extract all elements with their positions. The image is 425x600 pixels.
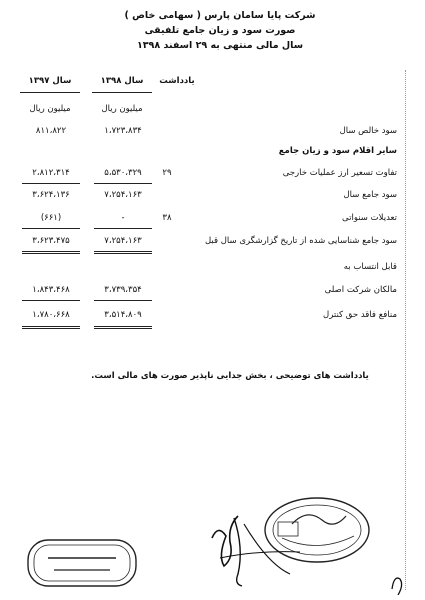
statement-title: صورت سود و زیان جامع تلفیقی (144, 25, 296, 36)
row-value-1397: ۳،۶۲۴،۱۳۶ (32, 190, 70, 200)
row-label-non-controlling: منافع فاقد حق کنترل (323, 310, 397, 320)
row-value-1397: ۱،۸۴۳،۴۶۸ (32, 285, 70, 295)
total-double-rule (22, 251, 80, 254)
total-double-rule (22, 326, 80, 329)
margin-initial (388, 565, 408, 595)
company-title: شرکت پایا سامان پارس ( سهامی خاص ) (124, 10, 316, 21)
column-header-1397: سال ۱۳۹۷ (28, 76, 72, 86)
subtotal-rule (22, 300, 80, 301)
row-value-1397: ۸۱۱،۸۲۲ (35, 126, 67, 136)
header-underline (20, 92, 80, 93)
subtotal-rule (22, 183, 80, 184)
row-value-1398: - (121, 213, 125, 223)
section-heading: سایر اقلام سود و زیان جامع (278, 146, 397, 156)
signature (200, 498, 310, 588)
row-label-attributable: قابل انتساب به (343, 262, 397, 272)
row-value-1397: (۶۶۱) (40, 213, 62, 223)
subtotal-rule (94, 300, 152, 301)
total-double-rule (94, 326, 152, 329)
column-header-note: یادداشت (159, 76, 195, 86)
period-title: سال مالی منتهی به ۲۹ اسفند ۱۳۹۸ (136, 40, 304, 51)
row-label-adjustments: تعدیلات سنواتی (342, 213, 397, 223)
row-value-1398: ۱،۷۲۳،۸۳۴ (104, 126, 142, 136)
subtotal-rule (94, 183, 152, 184)
column-header-1398: سال ۱۳۹۸ (100, 76, 144, 86)
unit-label-1398: میلیون ریال (101, 104, 143, 114)
subtotal-rule (94, 228, 152, 229)
auditor-stamp (24, 536, 142, 592)
row-value-1398: ۳،۷۳۹،۳۵۴ (104, 285, 142, 295)
row-label-total-comprehensive: سود جامع شناسایی شده از تاریخ گزارشگری سال قبل (204, 236, 397, 246)
row-value-1398: ۷،۲۵۴،۱۶۳ (104, 236, 142, 246)
row-value-1398: ۵،۵۳۰،۳۲۹ (104, 168, 142, 178)
row-value-1397: ۲،۸۱۲،۳۱۴ (32, 168, 70, 178)
row-value-1397: ۳،۶۲۳،۴۷۵ (32, 236, 70, 246)
row-label-net-profit: سود خالص سال (339, 126, 397, 136)
header-underline (92, 92, 152, 93)
row-note: ۳۸ (162, 213, 172, 223)
total-double-rule (94, 251, 152, 254)
row-value-1398: ۳،۵۱۴،۸۰۹ (104, 310, 142, 320)
unit-label-1397: میلیون ریال (29, 104, 71, 114)
row-label-fx: تفاوت تسعیر ارز عملیات خارجی (282, 168, 397, 178)
row-value-1398: ۷،۲۵۴،۱۶۳ (104, 190, 142, 200)
notes-statement: یادداشت های توضیحی ، بخش جدایی ناپذیر صورت های مالی است. (91, 371, 369, 381)
binding-margin-line (405, 70, 406, 590)
subtotal-rule (22, 228, 80, 229)
row-label-parent-owners: مالکان شرکت اصلی (324, 285, 397, 295)
row-note: ۲۹ (162, 168, 172, 178)
row-value-1397: ۱،۷۸۰،۶۶۸ (32, 310, 70, 320)
row-label-comprehensive: سود جامع سال (343, 190, 397, 200)
